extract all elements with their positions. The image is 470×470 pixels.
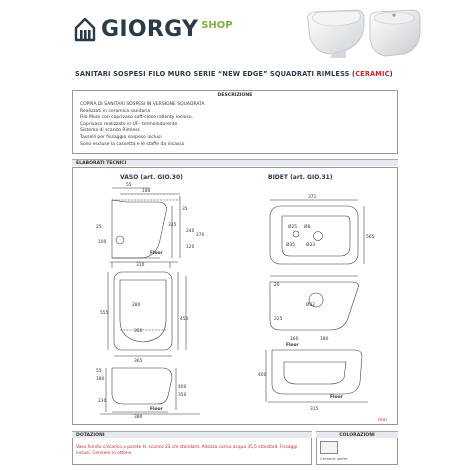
dim-label: 335 xyxy=(168,223,177,228)
description-line: Realizzati in ceramica sanitaria xyxy=(80,108,151,114)
dim-label: 400 xyxy=(258,373,267,378)
dim-label: 371 xyxy=(308,195,317,200)
dim-label: 270 xyxy=(196,233,205,238)
description-line: Tasselli per fissaggio sospeso inclusi xyxy=(80,134,162,140)
dim-label: Ø32 xyxy=(306,303,316,308)
dim-label: 350 xyxy=(134,329,143,334)
dim-label: 35 xyxy=(182,207,188,212)
floor-label: Floor xyxy=(286,343,299,348)
title-highlight: CERAMIC xyxy=(355,70,390,78)
bidet-tap-hole xyxy=(293,231,299,237)
vaso-front-outline xyxy=(112,368,172,404)
vaso-title: VASO (art. GIO.30) xyxy=(120,174,183,181)
dim-label: Ø33 xyxy=(306,243,316,248)
floor-label: Floor xyxy=(330,395,343,400)
bidet-drain-circle xyxy=(314,232,323,241)
dim-label: 310 xyxy=(136,263,145,268)
dim-label: 180 xyxy=(142,189,151,194)
dim-label: 25 xyxy=(96,225,102,230)
bidet-title: BIDET (art. GIO.31) xyxy=(268,174,333,181)
technical-drawings-header: ELABORATI TECNICI xyxy=(72,159,398,166)
product-title: SANITARI SOSPESI FILO MURO SERIE “NEW EDGE” SQUADRATI RIMLESS (CERAMIC) xyxy=(75,70,393,78)
dim-label: 240 xyxy=(186,229,195,234)
dim-label: 230 xyxy=(98,399,107,404)
vaso-drain-circle xyxy=(116,236,124,244)
dim-label: 225 xyxy=(274,317,283,322)
brand-name: GIORGY xyxy=(101,16,199,42)
dim-label: Ø25 xyxy=(288,225,298,230)
brand-suffix: SHOP xyxy=(201,19,233,31)
color-swatch-label: Ceramic white xyxy=(320,456,348,461)
vaso-top-outline xyxy=(114,272,172,350)
dim-label: 55 xyxy=(96,369,102,374)
colorazioni-heading: COLORAZIONI xyxy=(316,431,398,438)
dim-label: 160 xyxy=(290,337,299,342)
dim-label: 315 xyxy=(310,407,319,412)
unit-label: mm xyxy=(378,418,387,423)
dim-label: 380 xyxy=(134,415,143,420)
dim-label: 555 xyxy=(100,311,109,316)
dim-label: Ø8 xyxy=(304,225,311,230)
description-line: Sono escluse la cassetta e le staffe da incasso xyxy=(80,141,185,147)
description-line: Filo Muro con coprivaso soft-close rallenty incluso. xyxy=(80,115,193,121)
floor-label: Floor xyxy=(150,407,163,412)
dim-label: 20 xyxy=(274,283,280,288)
floor-label: Floor xyxy=(150,251,163,256)
description-heading: DESCRIZIONE xyxy=(217,93,253,98)
dim-label: 565 xyxy=(366,235,375,240)
description-line: COPPIA DI SANITARI SOSPESI IN VERSIONE SQUADRATA xyxy=(80,102,205,107)
description-line: Coprivaso realizzato in UF– termoindurente xyxy=(80,121,178,127)
description-line: Sistema di scarico Rimless xyxy=(80,128,140,134)
dim-label: 100 xyxy=(98,240,107,245)
dim-label: 180 xyxy=(320,337,329,342)
dim-label: 280 xyxy=(132,303,141,308)
dim-label: Ø35 xyxy=(286,243,296,248)
dotazioni-text: Vaso fornito c/scarico a parete H. scarico 23 cm standard. Altezza carico acqua 35,5 standard. Fissaggi inclusi. Cerniere in ottone. xyxy=(76,445,298,456)
color-swatch-ceramic-white[interactable] xyxy=(320,441,338,454)
dim-label: 350 xyxy=(178,393,187,398)
dim-label: 120 xyxy=(186,245,195,250)
dim-label: 365 xyxy=(134,359,143,364)
dim-label: 180 xyxy=(96,377,105,382)
dim-label: 55 xyxy=(126,183,132,188)
dotazioni-heading: DOTAZIONI xyxy=(72,431,312,438)
bidet-front-outline xyxy=(272,350,362,394)
dim-label: 450 xyxy=(180,317,189,322)
vaso-side-outline xyxy=(112,200,166,258)
dim-label: 400 xyxy=(178,385,187,390)
